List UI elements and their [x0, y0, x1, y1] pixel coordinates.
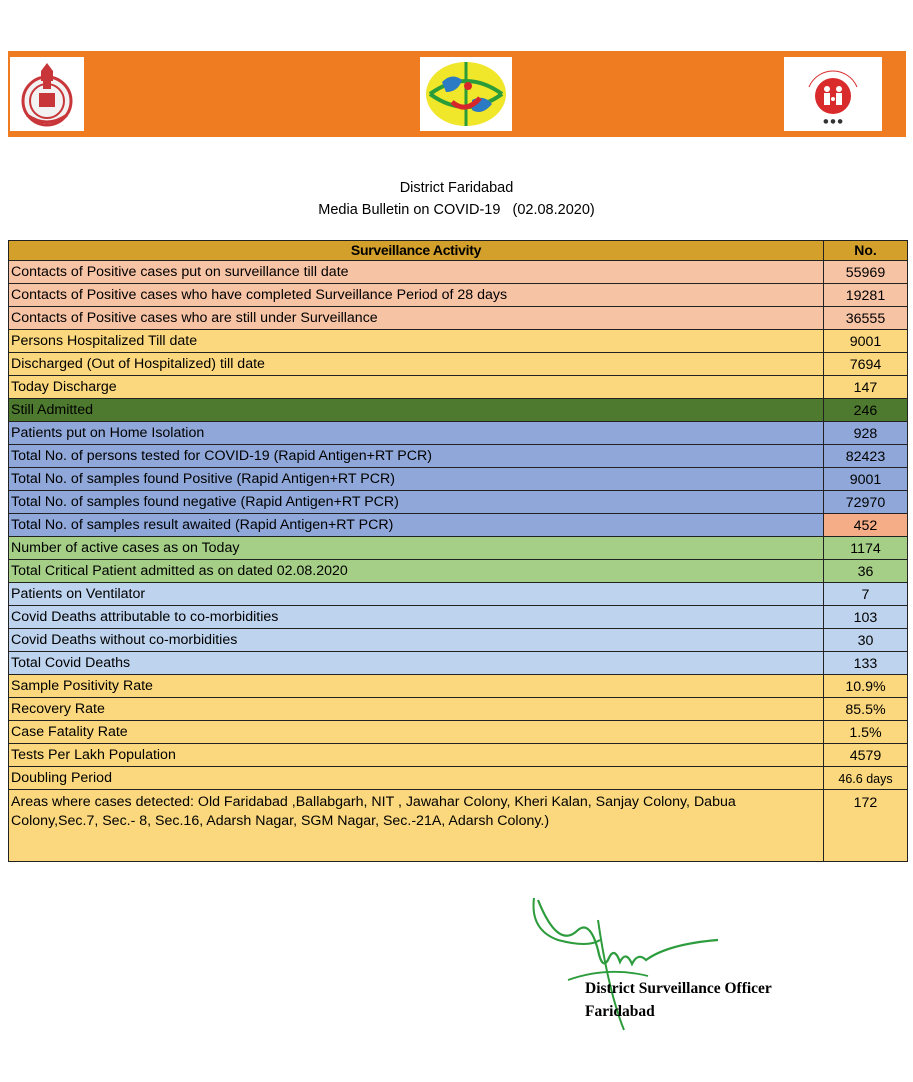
activity-label: Patients put on Home Isolation [9, 422, 824, 445]
activity-label: Total No. of samples found Positive (Rapid Antigen+RT PCR) [9, 468, 824, 491]
signature-location: Faridabad [585, 1003, 655, 1020]
activity-label: Number of active cases as on Today [9, 537, 824, 560]
activity-value: 103 [824, 606, 908, 629]
activity-value: 10.9% [824, 675, 908, 698]
activity-label: Total No. of persons tested for COVID-19 (Rapid Antigen+RT PCR) [9, 445, 824, 468]
activity-label: Total Covid Deaths [9, 652, 824, 675]
right-logo-box [784, 57, 882, 131]
activity-value: 9001 [824, 468, 908, 491]
table-row [9, 399, 908, 422]
table-row [9, 422, 908, 445]
haryana-emblem-icon [13, 59, 81, 129]
areas-value: 172 [824, 790, 908, 862]
activity-value: 452 [824, 514, 908, 537]
activity-value: 4579 [824, 744, 908, 767]
activity-value: 72970 [824, 491, 908, 514]
activity-label: Contacts of Positive cases who are still under Surveillance [9, 307, 824, 330]
activity-value: 7 [824, 583, 908, 606]
activity-value: 1174 [824, 537, 908, 560]
activity-label: Covid Deaths attributable to co-morbidities [9, 606, 824, 629]
activity-value: 928 [824, 422, 908, 445]
table-row [9, 606, 908, 629]
bulletin-subtitle: Media Bulletin on COVID-19 (02.08.2020) [318, 202, 595, 218]
table-row [9, 675, 908, 698]
middle-logo-box [420, 57, 512, 131]
table-row [9, 468, 908, 491]
table-row [9, 353, 908, 376]
activity-value: 133 [824, 652, 908, 675]
table-row-areas [9, 790, 908, 862]
activity-value: 147 [824, 376, 908, 399]
activity-label: Total Critical Patient admitted as on dated 02.08.2020 [9, 560, 824, 583]
table-row [9, 721, 908, 744]
table-row [9, 583, 908, 606]
activity-label: Sample Positivity Rate [9, 675, 824, 698]
activity-label: Persons Hospitalized Till date [9, 330, 824, 353]
table-row [9, 491, 908, 514]
table-row [9, 537, 908, 560]
header-banner [8, 51, 906, 137]
activity-value: 36 [824, 560, 908, 583]
activity-label: Recovery Rate [9, 698, 824, 721]
activity-label: Still Admitted [9, 399, 824, 422]
activity-value: 55969 [824, 261, 908, 284]
activity-label: Case Fatality Rate [9, 721, 824, 744]
activity-label: Contacts of Positive cases put on surveillance till date [9, 261, 824, 284]
table-row [9, 330, 908, 353]
svg-text:● ● ●: ● ● ● [823, 118, 843, 125]
areas-label: Areas where cases detected: Old Faridabad ,Ballabgarh, NIT , Jawahar Colony, Kheri Kalan, Sanjay Colony, Dabua Colony,Sec.7, Sec.- 8, Sec.16, Adarsh Nagar, SGM Nagar, Sec.-21A, Adarsh Colony.) [9, 790, 824, 862]
activity-label: Total No. of samples found negative (Rapid Antigen+RT PCR) [9, 491, 824, 514]
activity-value: 19281 [824, 284, 908, 307]
health-globe-logo-icon [422, 58, 510, 130]
activity-label: Tests Per Lakh Population [9, 744, 824, 767]
header-number: No. [824, 241, 908, 261]
bulletin-district-title: District Faridabad [399, 180, 514, 196]
activity-label: Doubling Period [9, 767, 824, 790]
table-row [9, 629, 908, 652]
table-header-row [9, 241, 908, 261]
activity-value: 85.5% [824, 698, 908, 721]
activity-label: Contacts of Positive cases who have completed Surveillance Period of 28 days [9, 284, 824, 307]
table-row [9, 767, 908, 790]
national-health-mission-logo-icon [793, 59, 873, 129]
surveillance-table [8, 240, 908, 862]
table-row [9, 652, 908, 675]
activity-value: 46.6 days [824, 767, 908, 790]
activity-value: 246 [824, 399, 908, 422]
activity-value: 36555 [824, 307, 908, 330]
activity-label: Patients on Ventilator [9, 583, 824, 606]
activity-label: Total No. of samples result awaited (Rapid Antigen+RT PCR) [9, 514, 824, 537]
table-row [9, 744, 908, 767]
table-row [9, 261, 908, 284]
table-row [9, 376, 908, 399]
left-logo-box [10, 57, 84, 131]
table-row [9, 560, 908, 583]
activity-label: Covid Deaths without co-morbidities [9, 629, 824, 652]
signature-designation: District Surveillance Officer [585, 980, 772, 997]
table-row [9, 307, 908, 330]
table-row [9, 284, 908, 307]
activity-value: 82423 [824, 445, 908, 468]
table-row [9, 698, 908, 721]
activity-value: 7694 [824, 353, 908, 376]
activity-value: 1.5% [824, 721, 908, 744]
activity-label: Discharged (Out of Hospitalized) till date [9, 353, 824, 376]
table-row [9, 514, 908, 537]
activity-label: Today Discharge [9, 376, 824, 399]
table-row [9, 445, 908, 468]
header-surveillance-activity: Surveillance Activity [9, 241, 824, 261]
activity-value: 9001 [824, 330, 908, 353]
activity-value: 30 [824, 629, 908, 652]
